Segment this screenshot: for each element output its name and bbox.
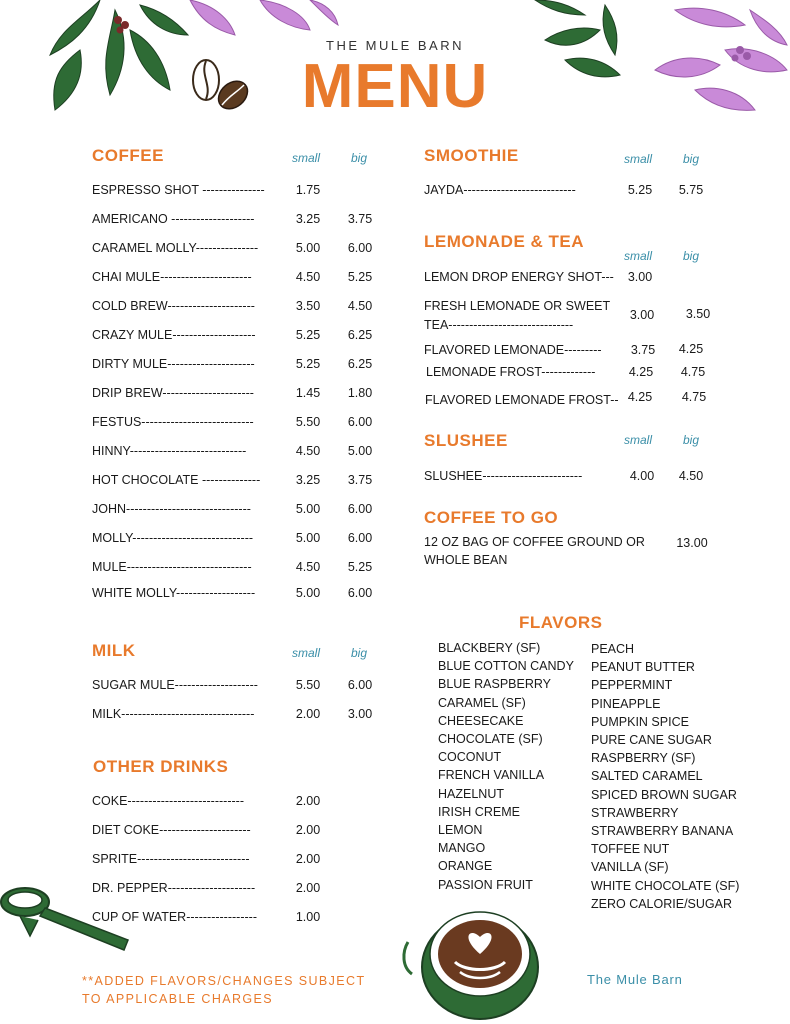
price-big: 6.00 — [347, 241, 373, 255]
price: 2.00 — [295, 881, 321, 895]
price-big: 5.75 — [678, 183, 704, 197]
slushee-big-header: big — [683, 433, 700, 447]
price-small: 5.00 — [295, 531, 321, 545]
item-name: MILK-------------------------------- — [92, 707, 255, 721]
flavors-list-right — [591, 640, 739, 913]
lemonade-section-title: LEMONADE & TEA — [424, 232, 584, 251]
charges-note — [82, 972, 402, 1008]
item-name: LEMON DROP ENERGY SHOT--- — [424, 270, 614, 284]
price-small: 5.25 — [295, 357, 321, 371]
list-item: ZERO CALORIE/SUGAR — [591, 896, 732, 911]
item-name: DIET COKE---------------------- — [92, 823, 251, 837]
price-small: 5.50 — [295, 678, 321, 692]
price-big: 4.75 — [681, 390, 707, 404]
price-small: 3.00 — [627, 270, 653, 284]
list-item: MANGO — [438, 841, 486, 856]
list-item: ORANGE — [438, 859, 493, 874]
item-name: DR. PEPPER--------------------- — [92, 881, 256, 895]
item-name: AMERICANO -------------------- — [92, 212, 255, 226]
price-small: 3.00 — [629, 308, 655, 322]
price-small: 5.00 — [295, 586, 321, 600]
price-big: 3.75 — [347, 212, 373, 226]
item-name: FLAVORED LEMONADE FROST-- — [425, 393, 619, 407]
milk-small-header: small — [292, 646, 321, 660]
item-name: FRESH LEMONADE OR SWEET — [424, 299, 611, 313]
latte-cup-illustration — [400, 902, 540, 1024]
price-small: 5.00 — [295, 502, 321, 516]
smoothie-small-header: small — [624, 152, 653, 166]
coffee-big-header: big — [351, 151, 368, 165]
price-big: 5.00 — [347, 444, 373, 458]
price-small: 3.25 — [295, 212, 321, 226]
price-big: 4.75 — [680, 365, 706, 379]
list-item: PURE CANE SUGAR — [591, 733, 712, 748]
list-item: BLUE RASPBERRY — [438, 677, 552, 692]
item-name: COKE---------------------------- — [92, 794, 244, 808]
list-item: PUMPKIN SPICE — [591, 714, 689, 729]
price: 2.00 — [295, 823, 321, 837]
list-item: COCONUT — [438, 750, 502, 765]
slushee-small-header: small — [624, 433, 653, 447]
price-big: 6.00 — [347, 678, 373, 692]
price-big: 6.00 — [347, 586, 373, 600]
price-big: 6.00 — [347, 531, 373, 545]
item-name: ESPRESSO SHOT --------------- — [92, 183, 265, 197]
price-big: 3.50 — [685, 307, 711, 321]
page-title: MENU — [301, 52, 489, 121]
item-name: JAYDA--------------------------- — [424, 183, 576, 197]
list-item: PEACH — [591, 642, 635, 656]
item-name: DIRTY MULE--------------------- — [92, 357, 255, 371]
price-big: 1.80 — [347, 386, 373, 400]
item-name: CHAI MULE---------------------- — [92, 270, 252, 284]
list-item: STRAWBERRY — [591, 805, 679, 820]
price-small: 4.50 — [295, 560, 321, 574]
coffee-to-go-section-title: COFFEE TO GO — [424, 508, 559, 527]
price-big: 4.25 — [678, 342, 704, 356]
other-drinks-section-title: OTHER DRINKS — [93, 757, 229, 776]
list-item: PEPPERMINT — [591, 678, 673, 693]
price-small: 4.50 — [295, 444, 321, 458]
list-item: PEANUT BUTTER — [591, 660, 695, 675]
price-small: 4.50 — [295, 270, 321, 284]
slushee-section-title: SLUSHEE — [424, 431, 508, 450]
item-name: 12 OZ BAG OF COFFEE GROUND OR — [424, 535, 645, 549]
price: 2.00 — [295, 794, 321, 808]
price-big: 6.00 — [347, 502, 373, 516]
list-item: TOFFEE NUT — [591, 842, 670, 857]
item-name: HOT CHOCOLATE -------------- — [92, 473, 261, 487]
list-item: CHOCOLATE (SF) — [438, 732, 543, 747]
price: 1.00 — [295, 910, 321, 924]
coffee-small-header: small — [292, 151, 321, 165]
price-big: 3.75 — [347, 473, 373, 487]
item-name: LEMONADE FROST------------- — [426, 365, 596, 379]
item-name: MULE------------------------------ — [92, 560, 252, 574]
item-name: HINNY---------------------------- — [92, 444, 247, 458]
price-big: 5.25 — [347, 270, 373, 284]
price-small: 3.75 — [630, 343, 656, 357]
footer-brand: The Mule Barn — [587, 972, 683, 987]
list-item: BLACKBERY (SF) — [438, 641, 541, 655]
milk-big-header: big — [351, 646, 368, 660]
price-small: 2.00 — [295, 707, 321, 721]
item-name: FESTUS--------------------------- — [92, 415, 254, 429]
item-name: SLUSHEE------------------------ — [424, 469, 583, 483]
price-big: 4.50 — [347, 299, 373, 313]
price-small: 4.25 — [627, 390, 653, 404]
price-small: 1.75 — [295, 183, 321, 197]
price-small: 4.25 — [628, 365, 654, 379]
charges-note-line-2: TO APPLICABLE CHARGES — [82, 992, 274, 1006]
price-small: 5.25 — [295, 328, 321, 342]
item-name: MOLLY----------------------------- — [92, 531, 254, 545]
list-item: HAZELNUT — [438, 786, 504, 801]
list-item: IRISH CREME — [438, 804, 520, 819]
item-name: JOHN------------------------------ — [92, 502, 251, 516]
charges-note-line-1: **ADDED FLAVORS/CHANGES SUBJECT — [82, 974, 366, 988]
list-item: PINEAPPLE — [591, 696, 661, 711]
item-name: SUGAR MULE-------------------- — [92, 678, 258, 692]
price-big: 6.25 — [347, 328, 373, 342]
price-small: 1.45 — [295, 386, 321, 400]
item-name: FLAVORED LEMONADE--------- — [424, 343, 602, 357]
list-item: RASPBERRY (SF) — [591, 751, 696, 766]
price-big: 3.00 — [347, 707, 373, 721]
item-name: CARAMEL MOLLY--------------- — [92, 241, 259, 255]
item-name: WHITE MOLLY------------------- — [92, 586, 256, 600]
smoothie-section-title: SMOOTHIE — [424, 146, 519, 165]
milk-section-title: MILK — [92, 641, 136, 660]
price-big: 5.25 — [347, 560, 373, 574]
price-small: 5.00 — [295, 241, 321, 255]
price-big: 6.25 — [347, 357, 373, 371]
list-item: SALTED CARAMEL — [591, 769, 703, 784]
price: 2.00 — [295, 852, 321, 866]
list-item: BLUE COTTON CANDY — [438, 659, 574, 674]
lemonade-small-header: small — [624, 249, 653, 263]
item-name: SPRITE--------------------------- — [92, 852, 250, 866]
price-big: 6.00 — [347, 415, 373, 429]
brand-name: THE MULE BARN — [326, 38, 464, 53]
item-name: CUP OF WATER----------------- — [92, 910, 257, 924]
flavors-section-title: FLAVORS — [519, 613, 603, 632]
flavors-list-left — [438, 639, 574, 894]
list-item: STRAWBERRY BANANA — [591, 824, 734, 839]
list-item: CHEESECAKE — [438, 713, 524, 728]
price-small: 4.00 — [629, 469, 655, 483]
price-small: 5.25 — [627, 183, 653, 197]
list-item: LEMON — [438, 823, 483, 838]
item-name: COLD BREW--------------------- — [92, 299, 255, 313]
item-name: CRAZY MULE-------------------- — [92, 328, 256, 342]
list-item: VANILLA (SF) — [591, 860, 669, 875]
list-item: CARAMEL (SF) — [438, 695, 526, 710]
list-item: PASSION FRUIT — [438, 877, 533, 892]
price-big: 4.50 — [678, 469, 704, 483]
list-item: SPICED BROWN SUGAR — [591, 787, 737, 802]
price: 13.00 — [676, 536, 708, 550]
list-item: WHITE CHOCOLATE (SF) — [591, 878, 740, 893]
item-name-line-2: TEA------------------------------ — [424, 318, 574, 332]
price-small: 3.50 — [295, 299, 321, 313]
lemonade-big-header: big — [683, 249, 700, 263]
price-small: 5.50 — [295, 415, 321, 429]
item-name: DRIP BREW---------------------- — [92, 386, 254, 400]
coffee-section-title: COFFEE — [92, 146, 164, 165]
item-name-line-2: WHOLE BEAN — [424, 553, 508, 567]
price-small: 3.25 — [295, 473, 321, 487]
smoothie-big-header: big — [683, 152, 700, 166]
list-item: FRENCH VANILLA — [438, 768, 545, 783]
